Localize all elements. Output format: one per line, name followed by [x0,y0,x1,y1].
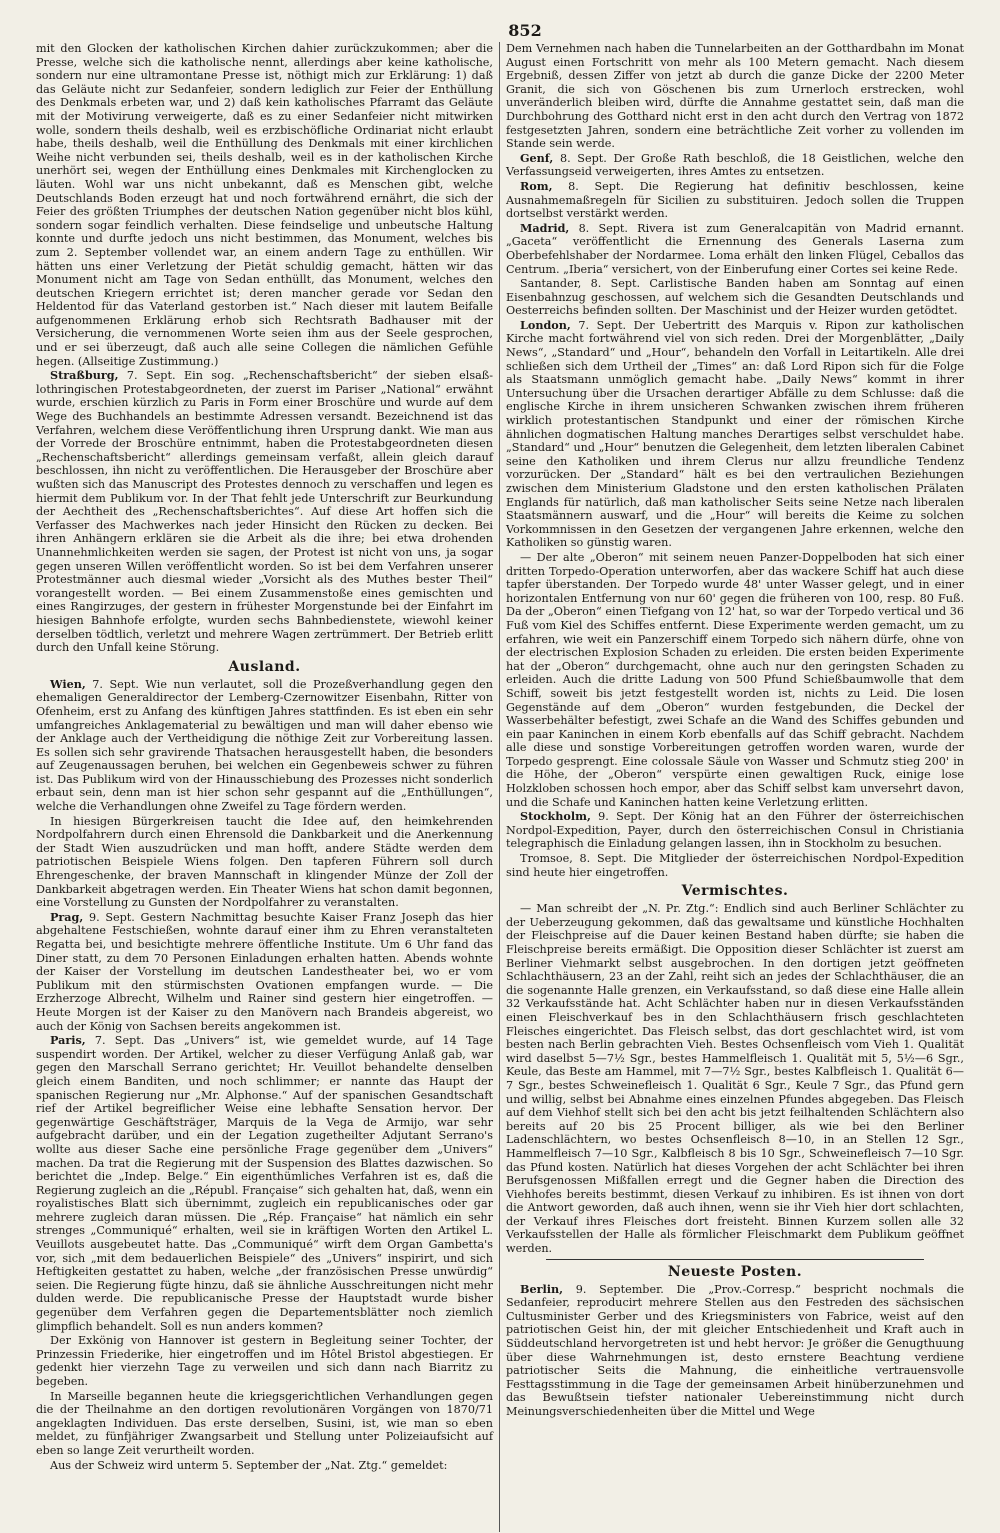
article-paragraph: London, 7. Sept. Der Uebertritt des Marquis v. Ripon zur katholischen Kirche macht fortwährend viel von sich reden. Drei der Morgenblätter, „Daily News“, „Standard“ und „Hour“, behandeln den Vorfall in Leitartikeln. Alle drei schließen sich dem Urtheil der „Times“ an: daß Lord Ripon sich für die Folge als Staatsmann unmöglich gemacht habe. „Daily News“ kommt in ihrer Untersuchung über die Ursachen derartiger Abfälle zu dem Schlusse: daß die englische Kirche in ihrem unsicheren Schwanken zwischen ihrem früheren wirklich protestantischen Standpunkt und einer der römischen Kirche ähnlichen dogmatischen Haltung manches Derartiges selbst verschuldet habe. „Standard“ und „Hour“ benutzen die Gelegenheit, dem letzten liberalen Cabinet seine den Katholiken und ihrem Clerus nur allzu freundliche Tendenz vorzurücken. Der „Standard“ hält es bei den vertraulichen Beziehungen zwischen dem Ministerium Gladstone und den ersten katholischen Prälaten Englands für natürlich, daß man katholischer Seits seine Netze nach liberalen Staatsmännern auswarf, und die „Hour“ will bereits die Keime zu solchen Vorkommnissen in den Gesetzen der vergangenen Jahre erkennen, welche den Katholiken so günstig waren. [506,317,964,550]
article-paragraph: Aus der Schweiz wird unterm 5. September der „Nat. Ztg.“ gemeldet: [50,1458,448,1472]
columns [30,42,990,1532]
section-heading-vermischtes: Vermischtes. [681,883,789,900]
article-paragraph: In hiesigen Bürgerkreisen taucht die Idee auf, den heimkehrenden Nordpolfahrern durch einen Ehrensold die Dankbarkeit und die Anerkennung der Stadt Wien auszudrücken und man hofft, andere Städte werden dem patriotischen Beispiele Wiens folgen. Den tapferen Führern soll durch Ehrengeschenke, der braven Mannschaft in klingender Münze der Zoll der Dankbarkeit abgetragen werden. Ein Theater Wiens hat schon damit begonnen, eine Vorstellung zu Gunsten der Nordpolfahrer zu veranstalten. [36,814,493,910]
article-paragraph: Wien, 7. Sept. Wie nun verlautet, soll die Prozeßverhandlung gegen den ehemaligen Generaldirector der Lemberg-Czernowitzer Eisenbahn, Ritter von Ofenheim, erst zu Anfang des künftigen Jahres stattfinden. Es ist eben ein sehr umfangreiches Anklagematerial zu bewältigen und man will daher ebenso wie der Anklage auch der Vertheidigung die nöthige Zeit zur Vorbereitung lassen. Es sollen sich sehr gravirende Thatsachen herausgestellt haben, die besonders auf Zeugenaussagen beruhen, bei welchen ein Gegenbeweis schwer zu führen ist. Das Publikum wird von der Hinausschiebung des Prozesses nicht sonderlich erbaut sein, denn man ist hier schon sehr gespannt auf die „Enthüllungen“, welche die Verhandlungen ohne Zweifel zu Tage fördern werden. [36,676,493,814]
article-paragraph: Stockholm, 9. Sept. Der König hat an den Führer der österreichischen Nordpol-Expedition, Payer, durch den österreichischen Consul in Christiania telegraphisch die Einladung gelangen lassen, ihn in Stockholm zu besuchen. [506,809,964,851]
article-paragraph: Madrid, 8. Sept. Rivera ist zum Generalcapitän von Madrid ernannt. „Gaceta“ veröffentlicht die Ernennung des Generals Laserna zum Oberbefehlshaber der Nordarmee. Loma erhält den linken Flügel, Ceballos das Centrum. „Iberia“ versichert, von der Einberufung einer Cortes sei keine Rede. [506,220,964,276]
section-divider [546,1259,924,1260]
left-column [30,42,500,1532]
article-paragraph: Rom, 8. Sept. Die Regierung hat definitiv beschlossen, keine Ausnahmemaßregeln für Sicilien zu substituiren. Jedoch sollen die Truppen dortselbst verstärkt werden. [506,178,965,221]
article-paragraph: In Marseille begannen heute die kriegsgerichtlichen Verhandlungen gegen die der Theilnahme an den dortigen revolutionären Vorgängen von 1870/71 angeklagten Individuen. Das erste derselben, Susini, ist, wie man so eben meldet, zu fünfjähriger Zwangsarbeit und Stellung unter Polizeiaufsicht auf eben so lange Zeit verurtheilt worden. [36,1389,493,1457]
article-paragraph: Prag, 9. Sept. Gestern Nachmittag besuchte Kaiser Franz Joseph das hier abgehaltene Festschießen, wohnte darauf einer ihm zu Ehren veranstalteten Regatta bei, und besichtigte mehrere öffentliche Institute. Um 6 Uhr fand das Diner statt, zu dem 70 Personen Einladungen erhalten hatten. Abends wohnte der Kaiser der Vorstellung im deutschen Landestheater bei, wo er vom Publikum mit den stürmischsten Ovationen empfangen wurde. — Die Erzherzoge Albrecht, Wilhelm und Rainer sind gestern hier eingetroffen. — Heute Morgen ist der Kaiser zu den Manövern nach Brandeis abgereist, wo auch der König von Sachsen bereits angekommen ist. [36,909,493,1033]
article-paragraph: — Man schreibt der „N. Pr. Ztg.“: Endlich sind auch Berliner Schlächter zu der Ueberzeugung gekommen, daß das gewaltsame und künstliche Hochhalten der Fleischpreise auf die Dauer keinen Bestand haben dürfte; sie haben die Fleischpreise bereits ermäßigt. Die Opposition dieser Schlächter ist zuerst am Berliner Viehmarkt selbst ausgebrochen. In den dortigen jetzt geöffneten Schlachthäusern, 23 an der Zahl, reiht sich an jedes der Schlachthäuser, die an die sogenannte Halle grenzen, ein Verkaufsstand, so daß diese eine Halle allein 32 Verkaufsstände hat. Acht Schlächter haben nur in diesen Verkaufsständen einen Fleischverkauf bes in den Schlachthäusern frisch geschlachteten Fleisches eingerichtet. Das Fleisch selbst, das dort geschlachtet wird, ist vom besten nach Berlin gebrachten Vieh. Bestes Ochsenfleisch vom Vieh 1. Qualität wird daselbst 5—7½ Sgr., bestes Hammelfleisch 1. Qualität mit 5, 5½—6 Sgr., Keule, das Beste am Hammel, mit 7—7½ Sgr., bestes Kalbfleisch 1. Qualität 6—7 Sgr., bestes Schweinefleisch 1. Qualität 6 Sgr., Keule 7 Sgr., das Pfund gern und willig, selbst bei Abnahme eines einzelnen Pfundes abgegeben. Das Fleisch auf dem Viehhof stellt sich bei den acht bis jetzt feilhaltenden Schlächtern also bereits auf 20 bis 25 Procent billiger, als wie bei den Berliner Ladenschlächtern, wo bestes Ochsenfleisch 8—10, in an Stellen 12 Sgr., Hammelfleisch 7—10 Sgr., Kalbfleisch 8 bis 10 Sgr., Schweinefleisch 7—10 Sgr. das Pfund kosten. Natürlich hat dieses Vorgehen der acht Schlächter bei ihren Berufsgenossen Mißfallen erregt und die Gegner haben die Direction des Viehhofes bereits bestimmt, diesen Verkauf zu inhibiren. Es ist ihnen von dort die Antwort geworden, daß auch ihnen, wenn sie ihr Vieh hier dort schlachten, der Verkauf ihres Fleisches dort freisteht. Binnen Kurzem sollen alle 32 Verkaufsstellen der Halle als förmlicher Fleischmarkt dem Publikum geöffnet werden. [506,902,964,1256]
article-paragraph: Berlin, 9. September. Die „Prov.-Corresp.“ bespricht nochmals die Sedanfeier, reproducirt mehrere Stellen aus den Festreden des sächsischen Cultusminister Gerber und des Kriegsministers von Fabrice, weist auf den patriotischen Geist hin, der mit gleicher Entschiedenheit und Kraft auch in Süddeutschland hervorgetreten ist und hebt hervor: Je größer die Genugthuung über diese Wahrnehmungen ist, desto ernstere Beachtung verdiene patriotischer Seits die Mahnung, die einheitliche vertrauensvolle Festtagsstimmung in die Tage der gemeinsamen Arbeit hinüberzunehmen und das Bewußtsein tiefster nationaler Uebereinstimmung nicht durch Meinungsverschiedenheiten über die Mittel und Wege [506,1281,965,1418]
article-paragraph: Dem Vernehmen nach haben die Tunnelarbeiten an der Gotthardbahn im Monat August einen Fortschritt von mehr als 100 Metern gemacht. Nach diesem Ergebniß, dessen Ziffer von jetzt ab durch die ganze Dicke der 2200 Meter Granit, die sich von Göschenen bis zum Urnerloch erstrecken, wohl unveränderlich bleiben wird, dürfte die Annahme gestattet sein, daß man die Durchbohrung des Gotthard nicht erst in den acht durch den Vertrag von 1872 festgesetzten Jahren, sondern eine beträchtliche Zeit vorher zu vollenden im Stande sein werde. [506,42,964,151]
section-heading-ausland: Ausland. [228,658,301,675]
right-top-articles [506,42,964,879]
article-paragraph: Genf, 8. Sept. Der Große Rath beschloß, die 18 Geistlichen, welche den Verfassungseid verweigerten, ihres Amtes zu entsetzen. [506,150,964,179]
article-paragraph: Der Exkönig von Hannover ist gestern in Begleitung seiner Tochter, der Prinzessin Friederike, hier eingetroffen und im Hôtel Bristol abgestiegen. Er gedenkt hier vierzehn Tage zu verweilen und sich dann nach Biarritz zu begeben. [36,1334,493,1388]
article-paragraph: Paris, 7. Sept. Das „Univers“ ist, wie gemeldet wurde, auf 14 Tage suspendirt worden. Der Artikel, welcher zu dieser Verfügung Anlaß gab, war gegen den Marschall Serrano gerichtet; Hr. Veuillot behandelte denselben gleich einem Banditen, und noch schlimmer; er nannte das Haupt der spanischen Regierung nur „Mr. Alphonse.“ Auf der spanischen Gesandtschaft rief der Artikel begreiflicher Weise eine lebhafte Sensation hervor. Der gegenwärtige Geschäftsträger, Marquis de la Vega de Armijo, war sehr aufgebracht darüber, und ein der Legation zugetheilter Adjutant Serrano's wollte aus dieser Sache eine persönliche Frage gegenüber dem „Univers“ machen. Da trat die Regierung mit der Suspension des Blattes dazwischen. So berichtet die „Indep. Belge.“ Ein eigenthümliches Verfahren ist es, daß die Regierung zugleich an die „Républ. Française“ sich gehalten hat, daß, wenn ein royalistisches Blatt sich übernimmt, zugleich ein republicanisches oder gar mehrere zugleich daran müssen. Die „Rép. Française“ hat nämlich ein sehr strenges „Communiqué“ erhalten, weil sie in kräftigen Worten den Artikel L. Veuillots ausgebeutet hatte. Das „Communiqué“ wirft dem Organ Gambetta's vor, sich „mit dem bedauerlichen Beispiele“ des „Univers“ inspirirt, und sich Heftigkeiten gestattet zu haben, welche „der französischen Presse unwürdig“ seien. Die Regierung fügte hinzu, daß sie ähnliche Ausschreitungen nicht mehr dulden werde. Die republicanische Presse der Hauptstadt wurde bisher gegenüber dem Verfahren gegen die Departementsblätter noch ziemlich glimpflich behandelt. Soll es nun anders kommen? [36,1033,493,1333]
article-paragraph: Santander, 8. Sept. Carlistische Banden haben am Sonntag auf einen Eisenbahnzug geschossen, auf welchem sich die Gesandten Deutschlands und Oesterreichs befinden sollten. Der Maschinist und der Heizer wurden getödtet. [506,277,964,318]
page-number: 852 [508,21,542,40]
vermischtes-articles [506,902,964,1255]
article-paragraph: Tromsoe, 8. Sept. Die Mitglieder der österreichischen Nordpol-Expedition sind heute hier eingetroffen. [506,852,964,879]
left-top-articles [36,42,493,655]
article-paragraph: Straßburg, 7. Sept. Ein sog. „Rechenschaftsbericht“ der sieben elsaß-lothringischen Protestabgeordneten, der zuerst im Pariser „National“ erwähnt wurde, erschien kürzlich zu Paris in Form einer Broschüre und wurde auf dem Wege des Buchhandels an bestimmte Adressen versandt. Bezeichnend ist das Verfahren, welchem diese Veröffentlichung ihren Ursprung dankt. Wie man aus der Vorrede der Broschüre entnimmt, haben die Protestabgeordneten diesen „Rechenschaftsbericht“ allerdings gemeinsam verfaßt, allein gleich darauf beschlossen, ihn nicht zu veröffentlichen. Die Herausgeber der Broschüre aber wußten sich das Manuscript des Protestes dennoch zu verschaffen und legen es hiermit dem Publikum vor. In der That fehlt jede Unterschrift zur Beurkundung der Aechtheit des „Rechenschaftsberichtes“. Auf diese Art hoffen sich die Verfasser des Machwerkes nach jeder Hinsicht den Rücken zu decken. Bei ihren Anhängern erklären sie die Arbeit als die ihre; bei etwa drohenden Unannehmlichkeiten werden sie sagen, der Protest ist nicht von uns, ja sogar gegen unseren Willen veröffentlicht worden. So ist bei dem Verfahren unserer Protestmänner auch diesmal wieder „Vorsicht als des Muthes bester Theil“ vorangestellt worden. — Bei einem Zusammenstoße eines gemischten und eines Rangirzuges, der gestern in frühester Morgenstunde bei der Einfahrt im hiesigen Bahnhofe erfolgte, wurden sechs Bahnbedienstete, wiewohl keiner derselben tödtlich, verletzt und mehrere Wagen zertrümmert. Der Betrieb erlitt durch den Unfall keine Störung. [36,368,493,655]
section-heading-neueste-posten: Neueste Posten. [667,1263,803,1280]
article-paragraph: mit den Glocken der katholischen Kirchen dahier zurückzukommen; aber die Presse, welche sich die katholische nennt, allerdings aber keine katholische, sondern nur eine ultramontane Presse ist, nöthigt mich zur Erklärung: 1) daß das Geläute nicht zur Sedanfeier, sondern lediglich zur Feier der Enthüllung des Denkmals erbeten war, und 2) daß kein katholisches Pfarramt das Geläute mit der Motivirung verweigerte, daß es zu einer Sedanfeier nicht mitwirken wolle, sondern theils deshalb, weil es erzbischöfliche Ordinariat nicht erlaubt habe, theils deshalb, weil die Enthüllung des Denkmals mit einer kirchlichen Weihe nicht verbunden sei, theils deshalb, weil es in der katholischen Kirche unerhört sei, wegen der Enthüllung eines Denkmales mit Kirchenglocken zu läuten. Wohl war uns nicht unbekannt, daß es Menschen gibt, welche Deutschlands Boden erzeugt hat und noch fortwährend ernährt, die sich der Feier des größten Triumphes der deutschen Nation gegenüber nicht blos kühl, sondern sogar feindlich verhalten. Diese feindselige und unbeutsche Haltung konnte und durfte jedoch uns nicht bestimmen, das Monument, welches bis zum 2. September vollendet war, an einem andern Tage zu enthüllen. Wir hätten uns einer Verletzung der Pietät schuldig gemacht, hätten wir das Monument nicht am Tage von Sedan enthüllt, das Monument, welches den deutschen Kriegern errichtet ist; deren mancher gerade vor Sedan den Heldentod für das Vaterland gestorben ist.“ Nach dieser mit lautem Beifalle aufgenommenen Erklärung erhob sich Rechtsrath Badhauser mit der Versicherung, die vernommenen Worte seien ihm aus der Seele gesprochen, und er sei überzeugt, daß auch alle seine Collegen die nämlichen Gefühle hegen. (Allseitige Zustimmung.) [36,42,493,368]
article-paragraph: — Der alte „Oberon“ mit seinem neuen Panzer-Doppelboden hat sich einer dritten Torpedo-Operation unterworfen, aber das wackere Schiff hat auch diese tapfer überstanden. Der Torpedo wurde 48' unter Wasser gelegt, und in einer horizontalen Entfernung von nur 60' gegen die früheren von 100, resp. 80 Fuß. Da der „Oberon“ einen Tiefgang von 12' hat, so war der Torpedo vertical und 36 Fuß vom Kiel des Schiffes entfernt. Diese Experimente werden gemacht, um zu erfahren, wie weit ein Panzerschiff einem Torpedo sich nähern dürfe, ohne von der electrischen Explosion Schaden zu erleiden. Die ersten beiden Experimente hat der „Oberon“ durchgemacht, ohne auch nur den geringsten Schaden zu erleiden. Auch die dritte Ladung von 500 Pfund Schießbaumwolle that dem Schiff, soweit bis jetzt festgestellt worden ist, nichts zu Leid. Die losen Gegenstände auf dem „Oberon“ wurden festgebunden, die Deckel der Wasserbehälter befestigt, zwei Schafe an die Wand des Schiffes gebunden und ein paar Kaninchen in einem Korb ebenfalls auf das Schiff gebracht. Nachdem alle diese und sonstige Vorbereitungen getroffen worden waren, wurde der Torpedo gesprengt. Eine colossale Säule von Wasser und Schmutz stieg 200' in die Höhe, der „Oberon“ verspürte einen gewaltigen Ruck, einige lose Holzkloben schossen hoch empor, aber das Schiff selbst kam unversehrt davon, und die Schafe und Kaninchen hatten keine Verletzung erlitten. [506,550,964,809]
neueste-articles [506,1283,964,1419]
right-column [500,42,970,1532]
ausland-articles [36,678,493,1472]
